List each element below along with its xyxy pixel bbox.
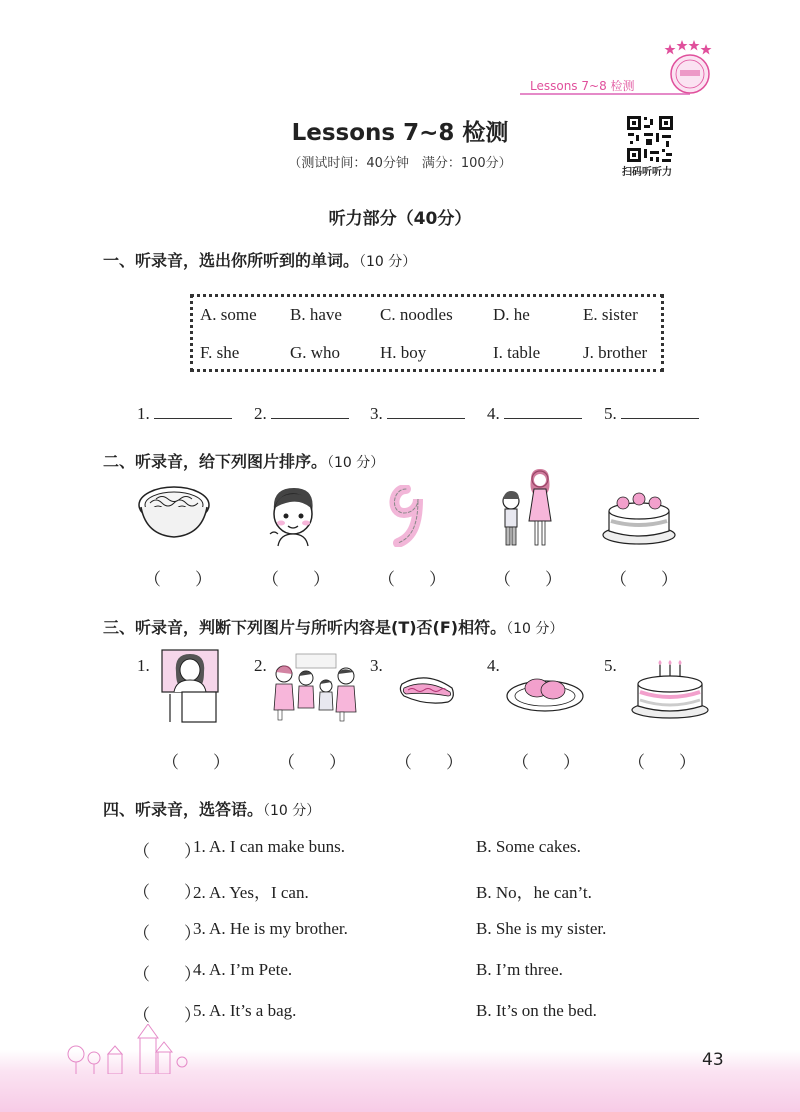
word-option: G. who [290,343,341,362]
q1-heading [103,248,416,271]
answer-parens[interactable]: （ ） [262,570,330,590]
qr-label: 扫码听听力 [622,167,672,178]
answer-parens[interactable]: （ ） [378,570,446,590]
buns-plate-icon [505,666,585,714]
answer-parens[interactable]: （ ） [610,570,678,590]
answer-parens[interactable]: （ ） [133,965,201,984]
boy-face-icon [264,482,322,548]
birthday-cake-icon [630,660,710,720]
noodles-bowl-icon [136,483,212,541]
answer-parens[interactable]: （ ） [494,570,562,590]
word-option: E. sister [583,305,638,324]
family-group-icon [270,652,360,722]
option-b: B. She is my sister. [476,919,607,938]
q1-points: （10 分） [359,254,417,270]
hotdog-icon [396,666,458,712]
blank-number: 2. [254,404,267,423]
castle-decoration-icon [64,1024,194,1074]
answer-parens[interactable]: （ ） [512,753,580,773]
option-b: B. No，he can’t. [476,883,592,902]
option-a: 4. A. I’m Pete. [193,960,293,979]
option-b: B. It’s on the bed. [476,1001,597,1020]
listening-section-title: 听力部分（40分） [328,209,472,229]
teacher-portrait-icon [160,648,220,724]
answer-parens[interactable]: （ ） [278,753,346,773]
item-number: 1. [137,656,150,675]
option-b: B. I’m three. [476,960,563,979]
blank-number: 1. [137,404,150,423]
option-a: 5. A. It’s a bag. [193,1001,297,1020]
test-info: （测试时间：40分钟 满分：100分） [288,156,512,171]
blank-number: 3. [370,404,383,423]
answer-parens[interactable]: （ ） [162,753,230,773]
word-option: C. noodles [380,305,453,324]
header-lesson-tag: Lessons 7~8 检测 [530,79,635,93]
answer-blank[interactable] [604,402,699,424]
qr-code-icon[interactable] [626,115,674,163]
page-number: 43 [702,1050,724,1070]
answer-parens[interactable]: （ ） [144,570,212,590]
answer-blank[interactable] [137,402,232,424]
answer-parens[interactable]: （ ） [133,924,201,943]
number-nine-icon [384,485,428,547]
brand-badge-icon [660,38,720,96]
q2-points: （10 分） [327,455,385,471]
option-b: B. Some cakes. [476,837,581,856]
q3-points: （10 分） [506,621,564,637]
word-option: F. she [200,343,240,362]
answer-blank[interactable] [254,402,349,424]
item-number: 3. [370,656,383,675]
q3-heading [103,615,563,638]
q2-heading [103,449,384,472]
q4-heading-text: 四、听录音，选答语。 [103,800,264,819]
answer-parens[interactable]: （ ） [133,842,201,861]
option-a: 3. A. He is my brother. [193,919,348,938]
answer-parens[interactable]: （ ） [133,883,201,902]
q4-points: （10 分） [263,803,321,819]
word-option: H. boy [380,343,427,362]
q1-heading-text: 一、听录音，选出你所听到的单词。 [103,251,360,270]
word-option: I. table [493,343,541,362]
page-title: Lessons 7~8 检测 [291,120,509,146]
q3-heading-text: 三、听录音，判断下列图片与所听内容是(T)否(F)相符。 [103,618,507,637]
q4-heading [103,797,320,820]
answer-blank[interactable] [487,402,582,424]
word-option: A. some [200,305,257,324]
answer-blank[interactable] [370,402,465,424]
item-number: 5. [604,656,617,675]
answer-parens[interactable]: （ ） [133,1006,201,1025]
item-number: 2. [254,656,267,675]
option-a: 1. A. I can make buns. [193,837,346,856]
answer-parens[interactable]: （ ） [628,753,696,773]
blank-number: 5. [604,404,617,423]
option-a: 2. A. Yes，I can. [193,883,309,902]
word-option: B. have [290,305,342,324]
q2-heading-text: 二、听录音，给下列图片排序。 [103,452,328,471]
word-option: J. brother [583,343,648,362]
item-number: 4. [487,656,500,675]
blank-number: 4. [487,404,500,423]
word-option: D. he [493,305,530,324]
cake-icon [601,487,677,547]
answer-parens[interactable]: （ ） [395,753,463,773]
boy-and-girl-icon [495,465,561,551]
